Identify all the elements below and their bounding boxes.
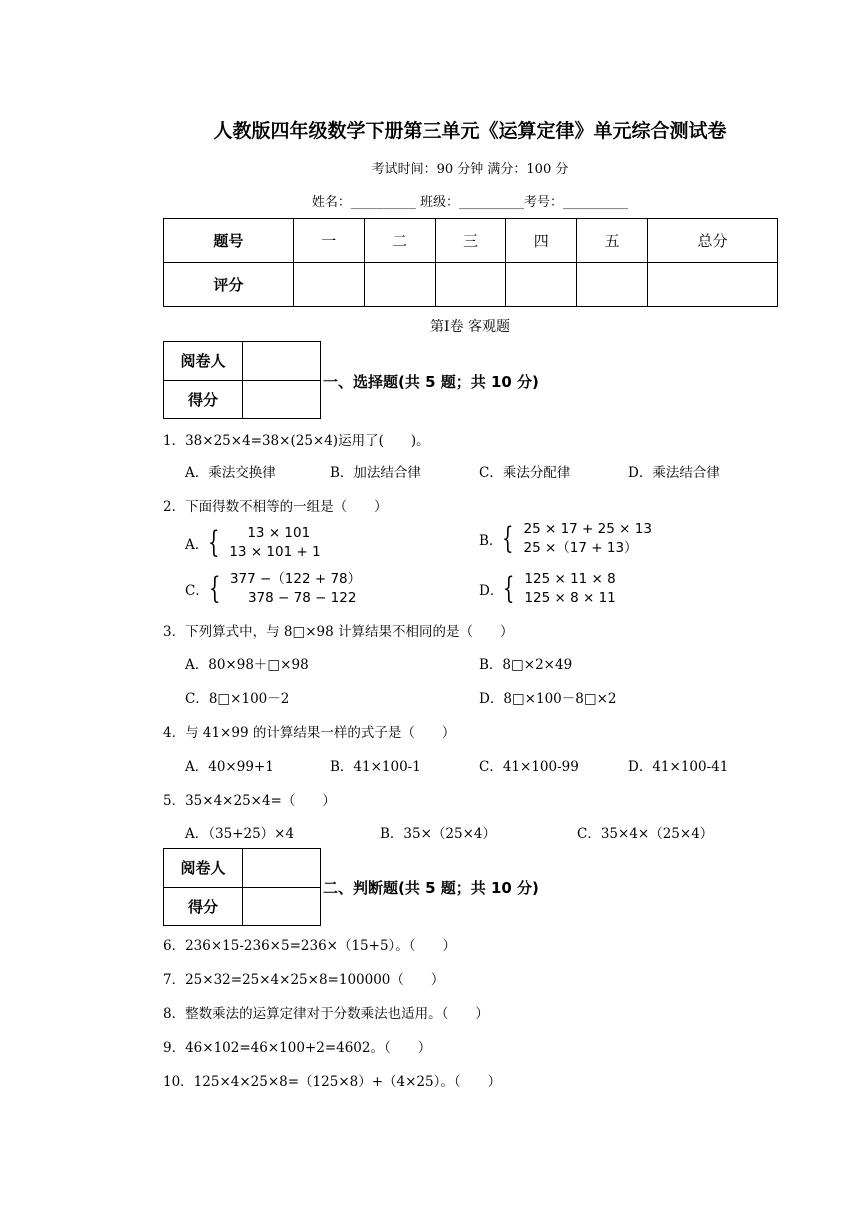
student-info: 姓名：__________ 班级：__________考号：__________ — [311, 195, 629, 210]
brace-icon: { — [502, 521, 514, 556]
option-c[interactable]: C．乘法分配律 — [479, 465, 571, 481]
equation-line: 25 ×（17 + 13） — [523, 540, 638, 556]
question-stem: 2．下面得数不相等的一组是（ ） — [163, 499, 388, 515]
option-label: B． — [479, 533, 503, 549]
option-label: C． — [185, 583, 209, 599]
part-title: 第Ⅰ卷 客观题 — [430, 319, 510, 335]
option-d[interactable]: D．8□×100－8□×2 — [479, 691, 617, 707]
question-stem: 8．整数乘法的运算定律对于分数乘法也适用。（ ） — [163, 1006, 489, 1022]
exam-info: 考试时间：90 分钟 满分：100 分 — [371, 162, 569, 177]
question-stem: 3．下列算式中，与 8□×98 计算结果不相同的是（ ） — [163, 624, 514, 640]
grade-header: 三 — [435, 219, 506, 263]
equation-line: 377 −（122 + 78） — [229, 571, 362, 587]
reviewer-label: 阅卷人 — [164, 849, 243, 888]
score-cell[interactable] — [243, 887, 321, 926]
question-stem: 10．125×4×25×8=（125×8）+（4×25）。（ ） — [163, 1074, 502, 1090]
reviewer-box — [163, 848, 321, 926]
question-stem: 6．236×15-236×5=236×（15+5）。（ ） — [163, 938, 457, 954]
option-b[interactable]: B．加法结合律 — [330, 465, 421, 481]
grade-header: 题号 — [164, 219, 294, 263]
question-stem: 7．25×32=25×4×25×8=100000（ ） — [163, 972, 445, 988]
equation-line: 125 × 8 × 11 — [524, 590, 616, 606]
exam-title: 人教版四年级数学下册第三单元《运算定律》单元综合测试卷 — [213, 120, 727, 142]
section-title: 二、判断题(共 5 题；共 10 分) — [323, 879, 539, 897]
reviewer-label: 阅卷人 — [164, 342, 243, 381]
option-b[interactable]: B．35×（25×4） — [380, 826, 496, 842]
score-cell[interactable] — [243, 380, 321, 419]
equation-line: 13 × 101 + 1 — [229, 544, 321, 560]
reviewer-cell[interactable] — [243, 849, 321, 888]
option-label: D． — [479, 583, 504, 599]
brace-icon: { — [208, 525, 220, 560]
option-a[interactable] — [185, 524, 321, 562]
option-a[interactable]: A．40×99+1 — [185, 759, 274, 775]
score-cell[interactable] — [293, 263, 364, 307]
grade-header: 四 — [506, 219, 577, 263]
question-stem: 1．38×25×4=38×(25×4)运用了( )。 — [163, 433, 430, 449]
grade-header: 二 — [364, 219, 435, 263]
equation-system — [524, 520, 652, 558]
option-c[interactable]: C．35×4×（25×4） — [577, 826, 714, 842]
score-cell[interactable] — [577, 263, 648, 307]
option-c[interactable]: C．41×100-99 — [479, 759, 579, 775]
score-label: 评分 — [164, 263, 294, 307]
question-stem: 9．46×102=46×100+2=4602。（ ） — [163, 1040, 432, 1056]
question-stem: 5．35×4×25×4=（ ） — [163, 793, 336, 809]
grade-header: 一 — [293, 219, 364, 263]
option-d[interactable]: D．41×100-41 — [628, 759, 729, 775]
score-label: 得分 — [164, 380, 243, 419]
grade-header: 总分 — [648, 219, 778, 263]
score-cell[interactable] — [435, 263, 506, 307]
equation-line: 378 − 78 − 122 — [247, 590, 357, 606]
option-c[interactable]: C．8□×100－2 — [185, 691, 290, 707]
option-a[interactable]: A．乘法交换律 — [185, 465, 276, 481]
option-a[interactable]: A．（35+25）×4 — [185, 826, 295, 842]
grade-header: 五 — [577, 219, 648, 263]
option-b[interactable] — [479, 520, 652, 558]
grade-table — [163, 218, 778, 307]
option-d[interactable] — [479, 570, 616, 608]
option-d[interactable]: D．乘法结合律 — [628, 465, 720, 481]
question-stem: 4．与 41×99 的计算结果一样的式子是（ ） — [163, 725, 456, 741]
option-b[interactable]: B．8□×2×49 — [479, 657, 573, 673]
reviewer-box — [163, 341, 321, 419]
option-c[interactable] — [185, 570, 361, 608]
equation-system — [229, 524, 320, 562]
reviewer-cell[interactable] — [243, 342, 321, 381]
equation-line: 13 × 101 — [247, 525, 311, 541]
score-cell[interactable] — [506, 263, 577, 307]
brace-icon: { — [503, 571, 515, 606]
option-b[interactable]: B．41×100-1 — [330, 759, 421, 775]
brace-icon: { — [208, 571, 221, 606]
option-label: A． — [185, 537, 209, 553]
section-title: 一、选择题(共 5 题；共 10 分) — [323, 373, 539, 391]
equation-system — [230, 570, 361, 608]
equation-line: 125 × 11 × 8 — [524, 571, 616, 587]
equation-line: 25 × 17 + 25 × 13 — [523, 521, 652, 537]
score-label: 得分 — [164, 887, 243, 926]
equation-system — [524, 570, 615, 608]
score-cell[interactable] — [648, 263, 778, 307]
option-a[interactable]: A．80×98＋□×98 — [185, 657, 309, 673]
score-cell[interactable] — [364, 263, 435, 307]
